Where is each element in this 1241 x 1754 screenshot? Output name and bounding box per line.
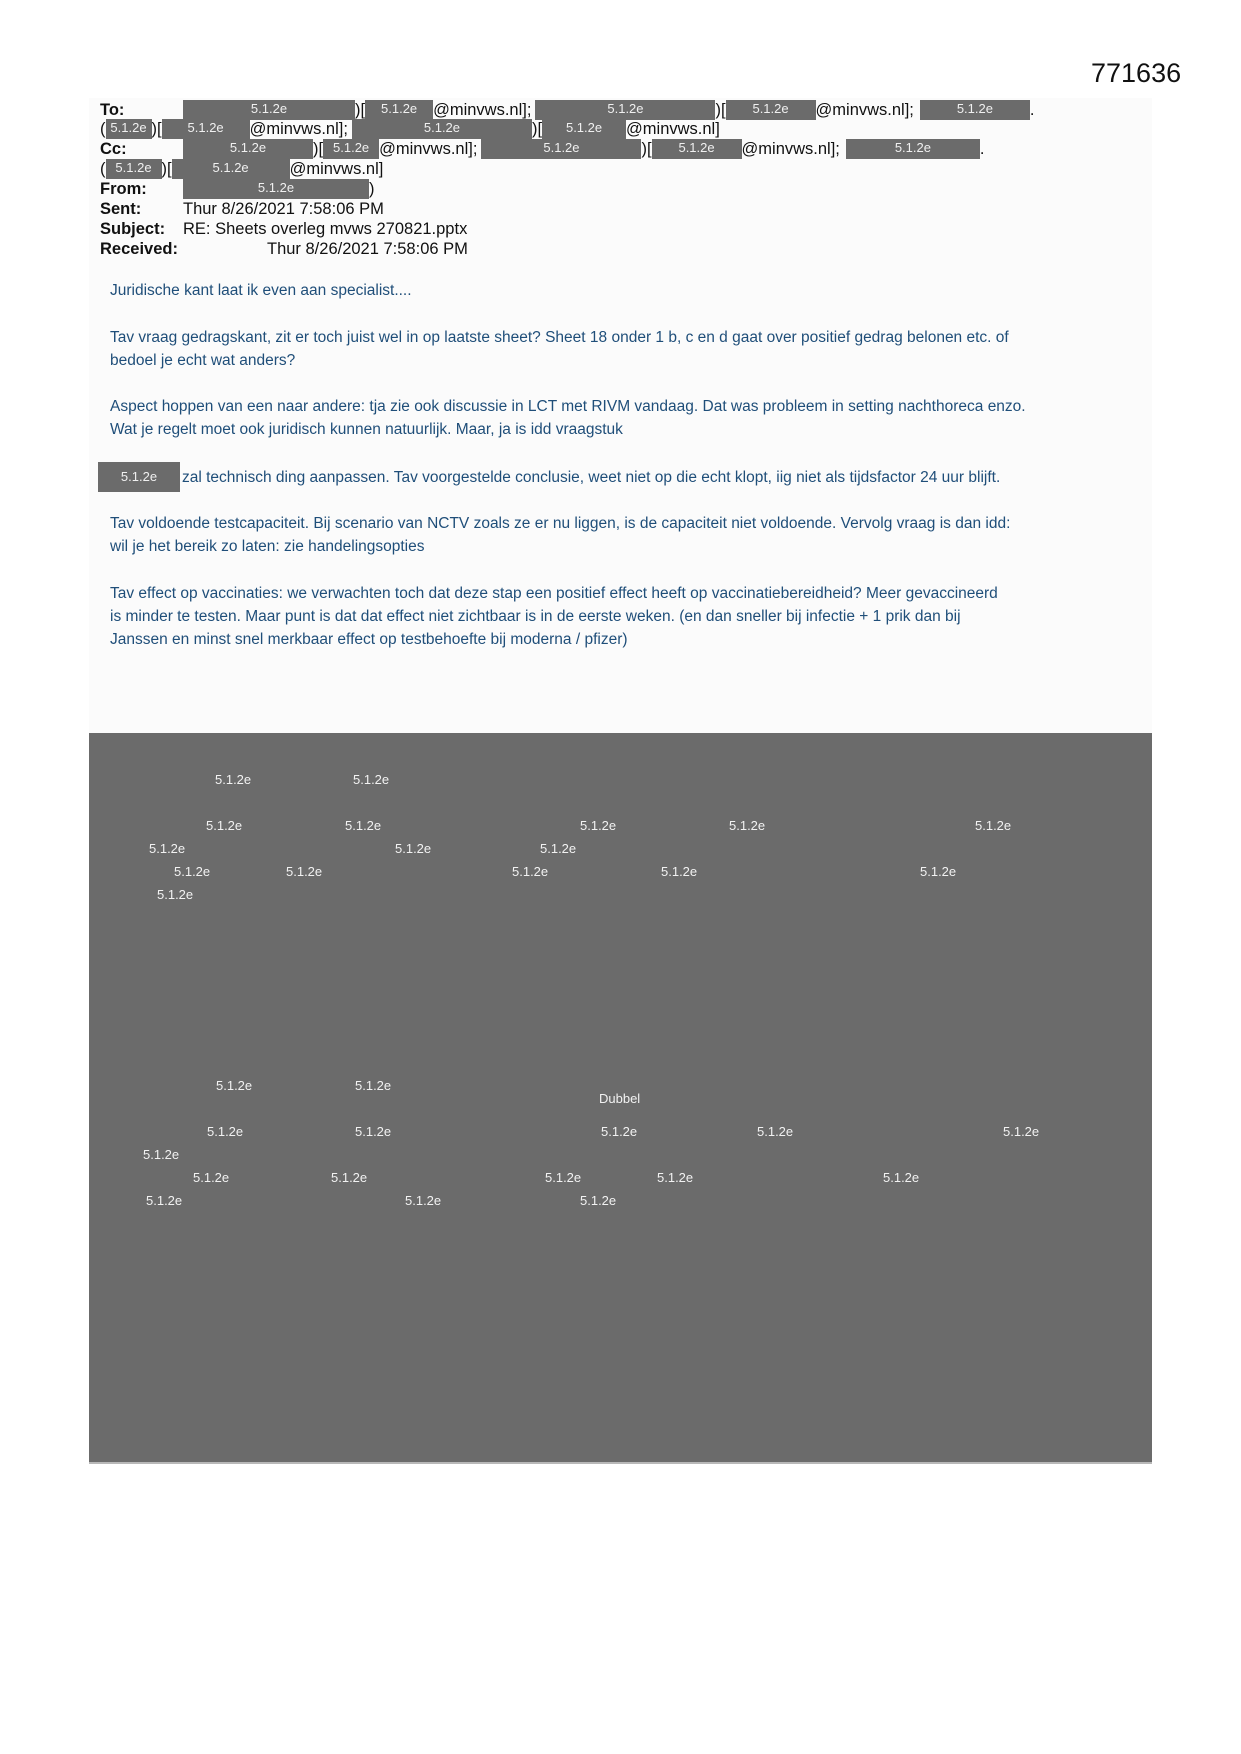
to-label: To: xyxy=(100,101,125,119)
redacted-name: 5.1.2e xyxy=(846,139,980,159)
body-line: Aspect hoppen van een naar andere: tja zie ook discussie in LCT met RIVM vandaag. Dat was probleem in setting nachthoreca enzo. xyxy=(110,398,1026,415)
dubbel-label: Dubbel xyxy=(599,1091,641,1106)
redaction-label: 5.1.2e xyxy=(729,818,766,833)
body-paragraph-5 xyxy=(110,512,1010,558)
redaction-label: 5.1.2e xyxy=(1003,1124,1040,1139)
punct: ( xyxy=(100,120,106,138)
punct: )[ xyxy=(715,101,726,119)
punct: ( xyxy=(100,160,106,178)
redacted-name: 5.1.2e xyxy=(920,100,1030,120)
redaction-label: 5.1.2e xyxy=(657,1170,694,1185)
redaction-label: 5.1.2e xyxy=(207,1124,244,1139)
body-line: zal technisch ding aanpassen. Tav voorgestelde conclusie, weet niet op die echt klopt, iig niet als tijdsfactor 24 uur blijft. xyxy=(182,469,1001,486)
redaction-label: 5.1.2e xyxy=(174,864,211,879)
email-domain: @minvws.nl]; xyxy=(379,140,478,158)
redaction-label: 5.1.2e xyxy=(193,1170,230,1185)
redaction-label: 5.1.2e xyxy=(215,772,252,787)
email-from-row xyxy=(100,179,375,199)
subject-label: Subject: xyxy=(100,220,166,238)
punct: ) xyxy=(369,180,375,198)
punct: )[ xyxy=(151,120,162,138)
email-domain: @minvws.nl]; xyxy=(249,120,348,138)
punct: . xyxy=(979,140,985,158)
redacted-sender: 5.1.2e xyxy=(183,179,369,199)
sent-value: Thur 8/26/2021 7:58:06 PM xyxy=(183,200,384,218)
email-cc-row-continued xyxy=(100,159,383,179)
redaction-label: 5.1.2e xyxy=(157,887,194,902)
redaction-label: 5.1.2e xyxy=(331,1170,368,1185)
redaction-label: 5.1.2e xyxy=(580,818,617,833)
body-line: Tav effect op vaccinaties: we verwachten toch dat deze stap een positief effect heeft op vaccinatiebereidheid? Meer gevaccineerd xyxy=(110,585,998,602)
redacted-address: 5.1.2e xyxy=(652,139,742,159)
redaction-label: 5.1.2e xyxy=(355,1124,392,1139)
email-received-row xyxy=(100,239,468,259)
cc-label: Cc: xyxy=(100,140,127,158)
email-sent-row xyxy=(100,199,384,219)
body-paragraph-4 xyxy=(182,466,1000,489)
redacted-address: 5.1.2e xyxy=(542,119,626,139)
redaction-label: 5.1.2e xyxy=(345,818,382,833)
email-cc-row xyxy=(100,139,985,159)
body-line: Wat je regelt moet ook juridisch kunnen natuurlijk. Maar, ja is idd vraagstuk xyxy=(110,421,623,438)
body-paragraph-1 xyxy=(110,279,412,302)
body-line: Juridische kant laat ik even aan specialist.... xyxy=(110,282,412,299)
redaction-label: 5.1.2e xyxy=(512,864,549,879)
redacted-address: 5.1.2e xyxy=(106,159,162,179)
body-line: Janssen en minst snel merkbaar effect op testbehoefte bij moderna / pfizer) xyxy=(110,631,628,648)
redaction-label: 5.1.2e xyxy=(206,818,243,833)
redacted-content-block xyxy=(89,733,1152,1464)
punct: )[ xyxy=(161,160,172,178)
email-domain: @minvws.nl]; xyxy=(741,140,840,158)
punct: )[ xyxy=(355,101,366,119)
email-to-row-continued xyxy=(100,119,720,139)
redaction-label: 5.1.2e xyxy=(757,1124,794,1139)
redacted-address: 5.1.2e xyxy=(162,119,250,139)
body-line: Tav voldoende testcapaciteit. Bij scenario van NCTV zoals ze er nu liggen, is de capaciteit niet voldoende. Vervolg vraag is dan idd: xyxy=(110,515,1011,532)
email-to-row xyxy=(100,100,1035,120)
redaction-label: 5.1.2e xyxy=(146,1193,183,1208)
redacted-address: 5.1.2e xyxy=(726,100,816,120)
body-paragraph-2 xyxy=(110,326,1009,372)
redacted-address: 5.1.2e xyxy=(106,119,152,139)
from-label: From: xyxy=(100,180,147,198)
redaction-label: 5.1.2e xyxy=(545,1170,582,1185)
redacted-address: 5.1.2e xyxy=(365,100,433,120)
redaction-label: 5.1.2e xyxy=(580,1193,617,1208)
body-line: wil je het bereik zo laten: zie handelingsopties xyxy=(110,538,425,555)
redacted-name: 5.1.2e xyxy=(481,139,641,159)
redaction-label: 5.1.2e xyxy=(355,1078,392,1093)
redaction-label: 5.1.2e xyxy=(143,1147,180,1162)
redacted-name: 5.1.2e xyxy=(352,119,532,139)
redaction-label: 5.1.2e xyxy=(353,772,390,787)
body-paragraph-3 xyxy=(110,395,1026,441)
redaction-label: 5.1.2e xyxy=(395,841,432,856)
redaction-label: 5.1.2e xyxy=(405,1193,442,1208)
punct: )[ xyxy=(531,120,543,138)
redacted-person-name: 5.1.2e xyxy=(98,462,180,492)
body-paragraph-6 xyxy=(110,582,998,651)
punct: . xyxy=(1029,101,1035,119)
body-line: is minder te testen. Maar punt is dat dat effect niet zichtbaar is in de eerste weken. (en dan sneller bij infectie + 1 prik dan bij xyxy=(110,608,961,625)
document-number: 771636 xyxy=(1091,58,1182,88)
redaction-label: 5.1.2e xyxy=(661,864,698,879)
redaction-label: 5.1.2e xyxy=(920,864,957,879)
received-value: Thur 8/26/2021 7:58:06 PM xyxy=(267,240,468,258)
punct: )[ xyxy=(313,140,324,158)
email-domain: @minvws.nl] xyxy=(289,160,384,178)
subject-value: RE: Sheets overleg mvws 270821.pptx xyxy=(183,220,468,238)
punct: )[ xyxy=(641,140,652,158)
body-line: Tav vraag gedragskant, zit er toch juist wel in op laatste sheet? Sheet 18 onder 1 b, c en d gaat over positief gedrag belonen etc. of xyxy=(110,329,1009,346)
email-subject-row xyxy=(100,219,467,239)
email-domain: @minvws.nl]; xyxy=(815,101,914,119)
redaction-label: 5.1.2e xyxy=(975,818,1012,833)
redacted-name: 5.1.2e xyxy=(183,100,355,120)
redaction-label: 5.1.2e xyxy=(540,841,577,856)
body-line: bedoel je echt wat anders? xyxy=(110,352,296,369)
redaction-label: 5.1.2e xyxy=(883,1170,920,1185)
email-domain: @minvws.nl]; xyxy=(433,101,532,119)
redacted-address: 5.1.2e xyxy=(323,139,379,159)
redaction-label: 5.1.2e xyxy=(601,1124,638,1139)
email-domain: @minvws.nl] xyxy=(626,120,720,138)
received-label: Received: xyxy=(100,240,178,258)
redacted-address: 5.1.2e xyxy=(172,159,290,179)
redacted-name: 5.1.2e xyxy=(183,139,313,159)
redaction-label: 5.1.2e xyxy=(286,864,323,879)
sent-label: Sent: xyxy=(100,200,142,218)
redaction-label: 5.1.2e xyxy=(149,841,186,856)
redacted-name: 5.1.2e xyxy=(535,100,715,120)
redaction-label: 5.1.2e xyxy=(216,1078,253,1093)
